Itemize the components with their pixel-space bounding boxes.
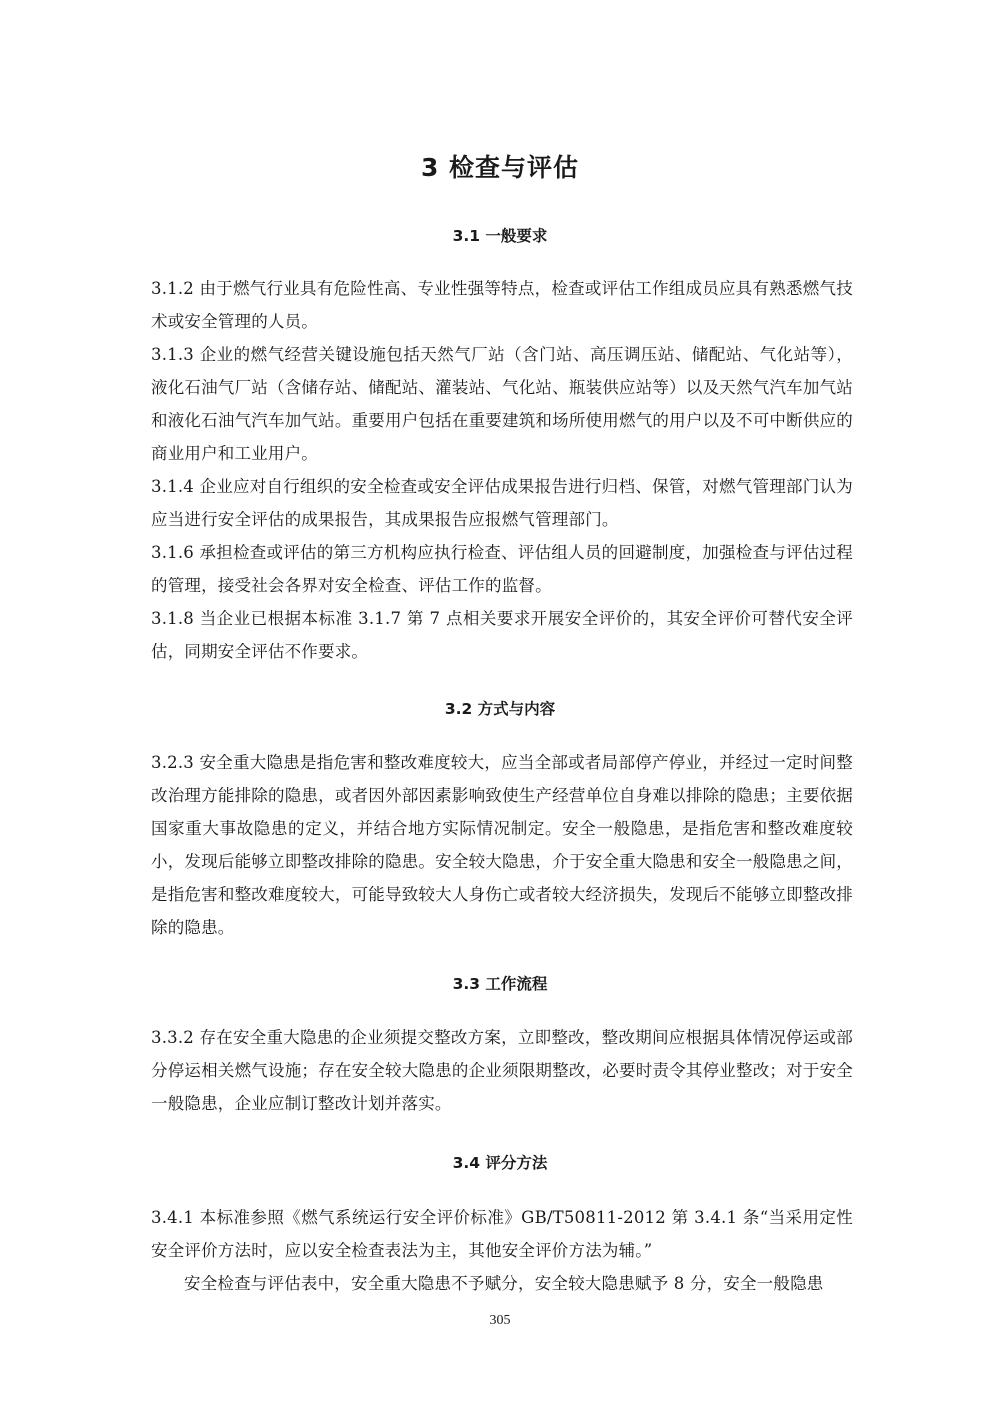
section-title-3-3: 3.3 工作流程: [452, 975, 548, 993]
paragraph-3-1-3: 3.1.3 企业的燃气经营关键设施包括天然气厂站（含门站、高压调压站、储配站、气化站等），液化石油气厂站（含储存站、储配站、灌装站、气化站、瓶装供应站等）以及天然气汽车加气站和液化石油气汽车加气站。重要用户包括在重要建筑和场所使用燃气的用户以及不可中断供应的商业用户和工业用户。: [151, 345, 853, 463]
chapter-title: 3 检查与评估: [420, 153, 580, 182]
paragraph-3-1-4: 3.1.4 企业应对自行组织的安全检查或安全评估成果报告进行归档、保管，对燃气管理部门认为应当进行安全评估的成果报告，其成果报告应报燃气管理部门。: [151, 477, 853, 529]
section-title-3-2: 3.2 方式与内容: [444, 700, 556, 718]
paragraph-scoring-note: 安全检查与评估表中，安全重大隐患不予赋分，安全较大隐患赋予 8 分，安全一般隐患: [184, 1274, 824, 1293]
paragraph-3-1-8: 3.1.8 当企业已根据本标准 3.1.7 第 7 点相关要求开展安全评价的，其安全评价可替代安全评估，同期安全评估不作要求。: [151, 609, 853, 661]
paragraph-3-1-6: 3.1.6 承担检查或评估的第三方机构应执行检查、评估组人员的回避制度，加强检查与评估过程的管理，接受社会各界对安全检查、评估工作的监督。: [151, 543, 853, 595]
paragraph-3-1-2: 3.1.2 由于燃气行业具有危险性高、专业性强等特点，检查或评估工作组成员应具有熟悉燃气技术或安全管理的人员。: [151, 279, 853, 331]
paragraph-3-2-3: 3.2.3 安全重大隐患是指危害和整改难度较大，应当全部或者局部停产停业，并经过一定时间整改治理方能排除的隐患，或者因外部因素影响致使生产经营单位自身难以排除的隐患；主要依据国家重大事故隐患的定义，并结合地方实际情况制定。安全一般隐患，是指危害和整改难度较小，发现后能够立即整改排除的隐患。安全较大隐患，介于安全重大隐患和安全一般隐患之间，是指危害和整改难度较大，可能导致较大人身伤亡或者较大经济损失，发现后不能够立即整改排除的隐患。: [151, 753, 853, 937]
section-title-3-1: 3.1 一般要求: [452, 227, 548, 245]
section-title-3-4: 3.4 评分方法: [452, 1154, 548, 1172]
paragraph-3-4-1: 3.4.1 本标准参照《燃气系统运行安全评价标准》GB/T50811-2012 第 3.4.1 条“当采用定性安全评价方法时，应以安全检查表法为主，其他安全评价方法为辅。”: [151, 1208, 853, 1260]
paragraph-3-3-2: 3.3.2 存在安全重大隐患的企业须提交整改方案，立即整改，整改期间应根据具体情况停运或部分停运相关燃气设施；存在安全较大隐患的企业须限期整改，必要时责令其停业整改；对于安全一般隐患，企业应制订整改计划并落实。: [151, 1028, 853, 1113]
page-number: 305: [489, 1313, 511, 1328]
